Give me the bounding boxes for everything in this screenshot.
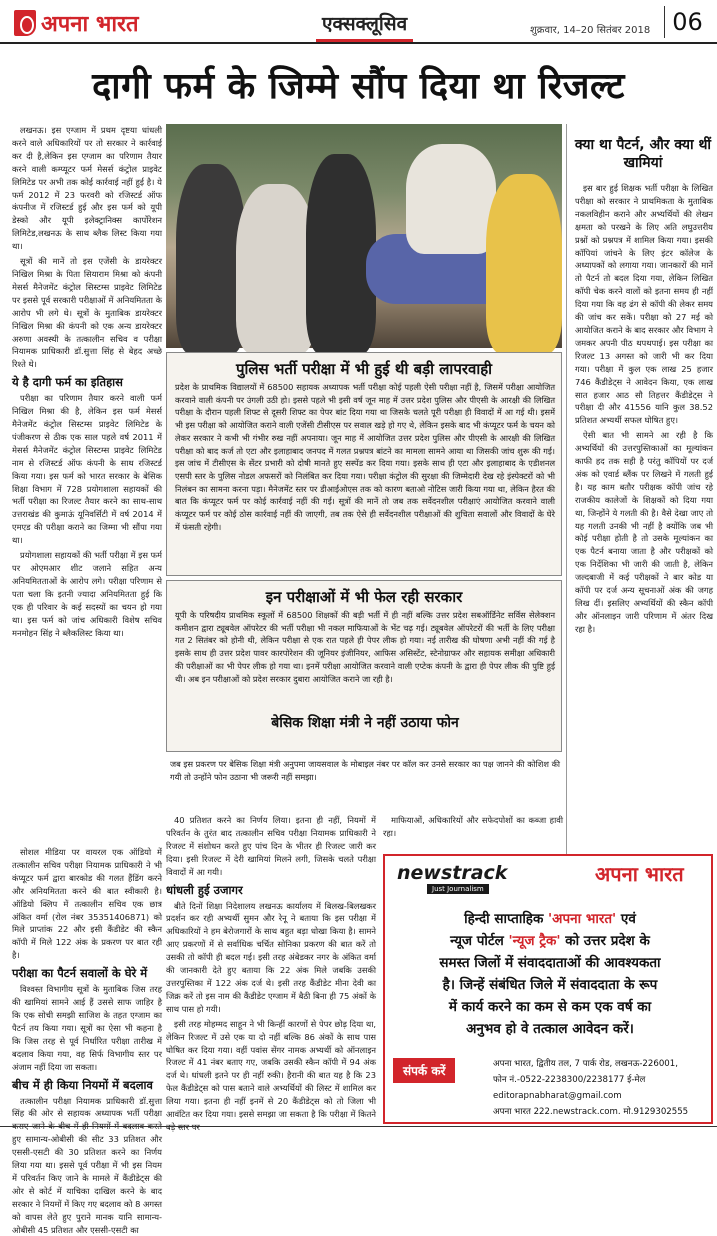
subhead: परीक्षा का पैटर्न सवालों के घेरे में bbox=[12, 966, 162, 980]
brand-name: अपना भारत bbox=[41, 8, 139, 38]
paragraph: इसी तरह मोहम्मद साहून ने भी किन्हीं कारणों से पेपर छोड़ दिया था, लेकिन रिजल्ट में उसे एक या दो नहीं बल्कि 86 अंकों के साथ पास घोषित कर दिया गया। वहीं पवांस सेंगर नामक अभ्यर्थी को ऑनलाइन रिजल्ट में 41 नंबर बताए गए, जबकि उसकी स्कैन कॉपी में 94 अंक दर्ज थे। धांधली इतने पर ही नहीं रुकी। हैरानी की बात यह है कि 23 फेल कैंडीडेट्स को पास बताने वाले अभ्यर्थियों की लिस्ट में शामिल कर लिया गया। इतना ही नहीं इनमें से 20 कैंडीडेट्स को तो जिला भी आवंटित कर दिया गया। इससे समझा जा सकता है कि परीक्षा में कितने bbox=[166, 1018, 376, 1134]
ad-line: है। जिन्हें संबंधित जिले में संवाददाता के रूप bbox=[393, 974, 707, 996]
paragraph: विश्वस्त विभागीय सूत्रों के मुताबिक जिस तरह की खामियां सामने आई हैं उससे साफ जाहिर है कि एक सोची समझी साजिश के तहत एग्जाम का पैटर्न तय किया गया। सूत्रों का ऐसा भी कहना है कि जिस तरह से पूर्व निर्धारित परीक्षा तारीख में बदलाव किया गया, वह सिर्फ विभागीय स्तर पर अंजाम नहीं दिया जा सकता। bbox=[12, 983, 162, 1073]
photo-figure bbox=[236, 184, 316, 354]
other-exams-box bbox=[166, 580, 562, 752]
contact-phone: फोन नं.-0522-2238300/2238177 ई-मेल editorapnabharat@gmail.com bbox=[493, 1072, 707, 1104]
police-exam-box bbox=[166, 352, 562, 576]
subhead: ये है दागी फर्म का इतिहास bbox=[12, 375, 162, 389]
recruitment-ad bbox=[383, 854, 713, 1124]
dateline: शुक्रवार, 14–20 सितंबर 2018 bbox=[530, 22, 650, 36]
contact-details bbox=[493, 1056, 707, 1120]
box-title: पुलिस भर्ती परीक्षा में भी हुई थी बड़ी लापरवाही bbox=[167, 359, 561, 379]
paragraph: परीक्षा का परिणाम तैयार करने वाली फर्म निखिल मिश्रा की है, लेकिन इस फर्म मेसर्स मैनेजमेंट कंट्रोल सिस्टम्स प्राइवेट लिमिटेड के पंजीकरण से ठीक एक साल पहले वर्ष 2011 में मेसर्स मैनेजमेंट कंट्रोल सिस्टम्स प्राइवेट लिमिटेड नाम से रजिस्टर्ड ऑफ कंपनी के साथ रजिस्टर्ड किया गया। इस फर्म को भारत सरकार के बेसिक शिक्षा विभाग में 728 प्रयोगशाला सहायकों की भर्ती परीक्षा का रिजल्ट तैयार करने का साथ-साथ उत्तराखंड की कुमाऊं यूनिवर्सिटी में वर्ष 2014 में एमएड की परीक्षा कराने का जिम्मा भी सौंपा गया था। bbox=[12, 392, 162, 547]
box-body: प्रदेश के प्राथमिक विद्यालयों में 68500 सहायक अध्यापक भर्ती परीक्षा कोई पहली ऐसी परीक्षा नहीं है, जिसमें परीक्षा आयोजित करवाने वाली कंपनी पर उंगली उठी हो। इससे पहले भी इसी वर्ष जून माह में उत्तर प्रदेश पुलिस और पीएसी के आरक्षी की लिखित परीक्षा के दौरान पहली शिफ्ट से दूसरी शिफ्ट का पेपर बांट दिया गया था जिसके चलते पूरी परीक्षा ही विवादों में आ गई थी। इसमें भी इस परीक्षा को आयोजित कराने वाली एजेंसी टीसीएस पर सवाल खड़े हो गए थे, लेकिन इसके बाद भी कंप्यूटर फर्म के चयन को लेकर सरकार ने कभी भी गंभीर रुख नहीं अपनाया। जून माह में आयोजित उत्तर प्रदेश पुलिस और पीएसी के आरक्षी की लिखित परीक्षा को बाद कर्ज तो एटा और इलाहाबाद जनपद में गलत प्रश्नपत्र बांटने का मामला सामने आया था जिसकी जांच शुरू की गई। इस जांच में टीसीएस के सेंटर प्रभारी को दोषी मानते हुए सस्पेंड कर दिया गया। इसके साथ ही एटा और इलाहाबाद के एडीशनल एसपी स्तर के पुलिस नोडल अफसरों को निलंबित कर दिया गया। परीक्षा कंट्रोल की सुरक्षा की जिम्मेदारी देख रहे इंस्पेक्टरों को भी निलंबन का सामना करना पड़ा। मैनेजमेंट स्तर पर डीआईओएस तक को कारण बताओ नोटिस जारी किया गया था, लेकिन हैरत की बात कि कंप्यूटर फर्म पर कोई कार्रवाई नहीं की गई। सूत्रों की मानें तो जब तक सर्वेदनशील परीक्षाएं आयोजित करवाने वाली कंप्यूटर फर्म पर कोई ठोस कार्रवाई नहीं की जाएगी, तब तक ऐसे ही सर्वेदनशील परीक्षाओं की शुचिता सवालों और विवादों के घेरे में फंसती रहेगी। bbox=[175, 381, 555, 573]
paragraph: लखनऊ। इस एग्जाम में प्रथम दृष्टया धांधली करने वाले अधिकारियों पर तो सरकार ने कार्रवाई कर दी है,लेकिन इस एग्जाम का परिणाम तैयार करने वाली कम्प्यूटर फर्म मेसर्स कंट्रोल प्राइवेट लिमिटेड पर अभी तक कोई कार्रवाई नहीं हुई है। ये फर्म 2012 में 23 फरवरी को रजिस्टर्ड ऑफ कंपनीज में रजिस्टर्ड हुई और इस फर्म को यूपी डेस्को और यूपी इलेक्ट्रानिक्स कार्पोरेशन लिमिटेड,लखनऊ के साथ ब्लैक लिस्ट किया गया था। bbox=[12, 124, 162, 253]
paragraph: इस बार हुई शिक्षक भर्ती परीक्षा के लिखित परीक्षा को सरकार ने प्राथमिकता के मुताबिक नकलविहीन कराने और अभ्यर्थियों की लेखन क्षमता को परखने के लिए अति लघुउत्तरीय प्रश्नों को प्रश्नपत्र में शामिल किया गया। इसकी कॉपियां जांचने के लिए इंटर कॉलेज के अध्यापकों को लगाया गया। जानकारों की मानें तो पैटर्न तो बदल दिया गया, लेकिन लिखित कॉपी चेक करने वालों को इतना समय ही नहीं दिया गया कि वह ढंग से कॉपी की लेकर समय की जांच कर सकें। परीक्षा को 27 मई को आयोजित कराने के बाद सरकार और विभाग ने जमकर अपनी पीठ थपथपाई। इस परीक्षा का रिजल्ट 13 अगस्त को जारी भी कर दिया गया। परीक्षा में कुल एक लाख 25 हजार 746 कैंडीडेट्स ने आवेदन किया, एक लाख सात हजार आठ सौ तिहत्तर कैंडीडेट्स ने परीक्षा दी और 41556 यानि कुल 38.52 प्रतिशत अभ्यर्थी सफल घोषित हुए। bbox=[575, 182, 713, 427]
ad-line: न्यूज पोर्टल 'न्यूज ट्रैक' को उत्तर प्रदेश के bbox=[393, 930, 707, 952]
brand-logo bbox=[14, 8, 150, 38]
box-body: यूपी के परिषदीय प्राथमिक स्कूलों में 68500 शिक्षकों की बड़ी भर्ती में ही नहीं बल्कि उत्तर प्रदेश सबऑर्डिनेट सर्विस सेलेक्शन कमीशन द्वारा ट्यूबवेल ऑपरेटर की भर्ती परीक्षा भी नकल माफियाओं के भेंट चढ़ गई। ट्यूबवेल ऑपरेटरों की भर्ती के लिए परीक्षा गत 2 सितंबर को होनी थी, लेकिन परीक्षा से एक रात पहले ही पेपर लीक हो गया। नई तारीख की घोषणा अभी नहीं की गई है इसके साथ ही उत्तर प्रदेश पावर कारपोरेशन की जूनियर इंजीनियर, आफिस असिस्टेंट, स्टेनोग्राफर और सहायक समीक्षा अधिकारी की परीक्षाओं का भी पेपर लीक हो गया था। इनमें परीक्षा आयोजित करवाने वाली एप्टेक कंपनी के द्वारा ही पेपर लीक की पुष्टि हुई थी। अब इन परीक्षाओं को प्रदेश सरकार दुबारा आयोजित कराने जा रही है। bbox=[175, 609, 555, 711]
photo-figure bbox=[306, 154, 376, 354]
ad-message bbox=[393, 908, 707, 1040]
ad-line: समस्त जिलों में संवाददाताओं की आवश्यकता bbox=[393, 952, 707, 974]
photo-figure bbox=[486, 174, 562, 354]
middle-right-snippet bbox=[383, 814, 563, 850]
subhead: धांधली हुई उजागर bbox=[166, 883, 376, 897]
paragraph: बीते दिनों शिक्षा निदेशालय लखनऊ कार्यालय में बिलख-बिलखकर प्रदर्शन कर रही अभ्यर्थी सुमन और रेनू ने बताया कि इस परीक्षा में अधिकारियों ने हम बेरोजगारों के साथ बहुत बड़ा धोखा किया है। सामने आए प्रकरणों में से सर्वाधिक चर्चित सोनिका प्रकरण की बात करें तो उसकी तो कॉपी ही बदल गई। इसी तरह अंबेडकर नगर के अंकित वर्मा की जानकारी देते हुए बताया कि 22 अंक मिले जबकि उसकी उत्तरपुस्तिका में 122 अंक दर्ज थे। इसी तरह कैंडीडेट मीना देवी का जिक्र करें तो इस नाम की कैंडीडेट एग्जाम में बैठी बिना ही 75 अंकों के साथ पास हो गयी। bbox=[166, 900, 376, 1016]
ad-line: में कार्य करने का कम से कम एक वर्ष का bbox=[393, 996, 707, 1018]
masthead bbox=[0, 0, 717, 44]
paragraph: प्रयोगशाला सहायकों की भर्ती परीक्षा में इस फर्म पर ओएमआर शीट जलाने सहित अन्य अनियमितताओं के आरोप लगे। परीक्षा परिणाम से पता चला कि इतनी ज्यादा अनियमितता हुई कि एक ही परिवार के कई सदस्यों का चयन हो गया था। इस फर्म को जांच अधिकारी विशेष सचिव मनमोहन सिंह ने ब्लैकलिस्ट किया था। bbox=[12, 549, 162, 639]
subhead: बीच में ही किया नियमों में बदलाव bbox=[12, 1078, 162, 1092]
protest-photo bbox=[166, 124, 562, 348]
middle-center-column bbox=[166, 814, 376, 1126]
contact-strip bbox=[385, 1052, 711, 1122]
box-title: इन परीक्षाओं में भी फेल रही सरकार bbox=[167, 587, 561, 607]
bottom-rule bbox=[0, 1126, 717, 1127]
ad-line: हिन्दी साप्ताहिक 'अपना भारत' एवं bbox=[393, 908, 707, 930]
photo-figure bbox=[406, 144, 496, 254]
paragraph: माफियाओं, अधिकारियों और सफेदपोशों का कब्जा हावी रहा। bbox=[383, 814, 563, 840]
paragraph: 40 प्रतिशत करने का निर्णय लिया। इतना ही नहीं, नियमों में परिवर्तन के तुरंत बाद तत्कालीन सचिव परीक्षा नियामक प्राधिकारी ने रिजल्ट में संशोधन करते हुए पांच दिन के भीतर ही रिजल्ट जारी कर दिया। इसी रिजल्ट में देरी खामियां मिलने लगी, जिसके चलते परीक्षा विवादों में आ गयी। bbox=[166, 814, 376, 879]
left-column bbox=[12, 124, 162, 842]
newstrack-tagline: Just Journalism bbox=[427, 884, 489, 894]
ad-line: अनुभव हो वे तत्काल आवेदन करें। bbox=[393, 1018, 707, 1040]
main-headline: दागी फर्म के जिम्मे सौंप दिया था रिजल्ट bbox=[0, 60, 717, 109]
box-title: बेसिक शिक्षा मंत्री ने नहीं उठाया फोन bbox=[167, 713, 563, 732]
contact-address: अपना भारत, द्वितीय तल, 7 पार्क रोड, लखनऊ-226001, bbox=[493, 1056, 707, 1072]
paragraph: सूत्रों की मानें तो इस एजेंसी के डायरेक्टर निखिल मिश्रा के पिता सियाराम मिश्रा को कंपनी मेसर्स मैनेजमेंट कंट्रोल सिस्टम्स प्राइवेट लिमिटेड पर इससे पूर्व सरकारी परीक्षाओं में अनियमितता के आरोप भी लगे थे। सूत्रों के मुताबिक डायरेक्टर निखिल मिश्रा की कंपनी को एक अन्य डायरेक्टर अरुणा अवस्थी के तत्कालीन सचिव व परीक्षा नियामक प्राधिकारी डॉ.सुत्ता सिंह से बेहद अच्छे रिश्ते थे। bbox=[12, 255, 162, 371]
section-tag: एक्सक्लूसिव bbox=[322, 10, 407, 36]
contact-web: अपना भारत 222.newstrack.com. मो.9129302555 bbox=[493, 1104, 707, 1120]
paragraph: सोशल मीडिया पर वायरल एक ऑडियो में तत्कालीन सचिव परीक्षा नियामक प्राधिकारी ने भी कंप्यूटर फर्म द्वारा बारकोड की गलत हैंडिंग करने और अनियमितता करने की बात स्वीकारी है। ऑडियो क्लिप में तत्कालीन सचिव एक छात्र अंकित वर्मा (रोल नंबर 35351406871) को मिले प्राप्तांक 22 और इसी कैंडीडेट की स्कैन कॉपी में मिले 122 अंक के प्रकरण पर बात रही है। bbox=[12, 846, 162, 962]
paragraph: ऐसी बात भी सामने आ रही है कि अभ्यर्थियों की उत्तरपुस्तिकाओं का मूल्यांकन काफी हद तक सही है परंतु कॉपियों पर दर्ज अंक को एवार्ड ब्लैंक पर लिखने में गलती हुई है। यह काम बतौर परीक्षक कॉपी जांच रहे राजकीय कालेजों के शिक्षकों को दिया गया था, जिन्होंने ये गलती की है। वैसे देखा जाए तो यह गलती उनकी भी नहीं है क्योंकि जब भी कोई परीक्षा होती है तो उसके मूल्यांकन का एक पैटर्न बनाया जाता है और परीक्षकों को एक निर्देशिका भी जारी की जाती है, लेकिन जल्दबाजी में कई परीक्षकों ने बार कोड या कॉपी पर दर्ज अन्य सूचनाओं अंक की जगह लिख दीं। इसलिए अभ्यर्थियों की स्कैन कॉपी और ऑनलाइन जारी परिणाम में अंतर दिख रहा है। bbox=[575, 429, 713, 636]
paragraph: तत्कालीन परीक्षा नियामक प्राधिकारी डॉ.सुत्ता सिंह की ओर से सहायक अध्यापक भर्ती परीक्षा हुए सामान्य-ओबीसी की सीट 33 प्रतिशत और एससी-एसटी की 30 प्रतिशत करने का निर्णय लिया गया था। इससे पूर्व परीक्षा में भी इस नियम में परिवर्तन किए जाने के मामले में कैंडीडेट्स की ओर से कोर्ट में याचिका दाखिल करने के बाद सरकार ने नियमों में किए गए बदलाव को 8 अगस्त को वापस लेते हुए पुराने मानक यानि सामान्य-ओबीसी 45 प्रतिशत और एससी-एसटी का bbox=[12, 1095, 162, 1236]
newstrack-logo: newstrack bbox=[397, 862, 507, 884]
sidebar-body bbox=[575, 182, 713, 902]
apna-bharat-logo: अपना भारत bbox=[595, 860, 684, 887]
sidebar-title: क्या था पैटर्न, और क्या थीं खामियां bbox=[573, 136, 713, 172]
middle-left-column bbox=[12, 846, 162, 1126]
contact-label: संपर्क करें bbox=[393, 1058, 455, 1083]
brand-emblem-icon bbox=[14, 10, 36, 36]
minister-box-body: जब इस प्रकरण पर बेसिक शिक्षा मंत्री अनुपमा जायसवाल के मोबाइल नंबर पर कॉल कर उनसे सरकार का पक्ष जानने की कोशिश की गयी तो उन्होंने फोन उठाना भी जरूरी नहीं समझा। bbox=[170, 758, 560, 810]
page-number: 06 bbox=[664, 6, 710, 38]
